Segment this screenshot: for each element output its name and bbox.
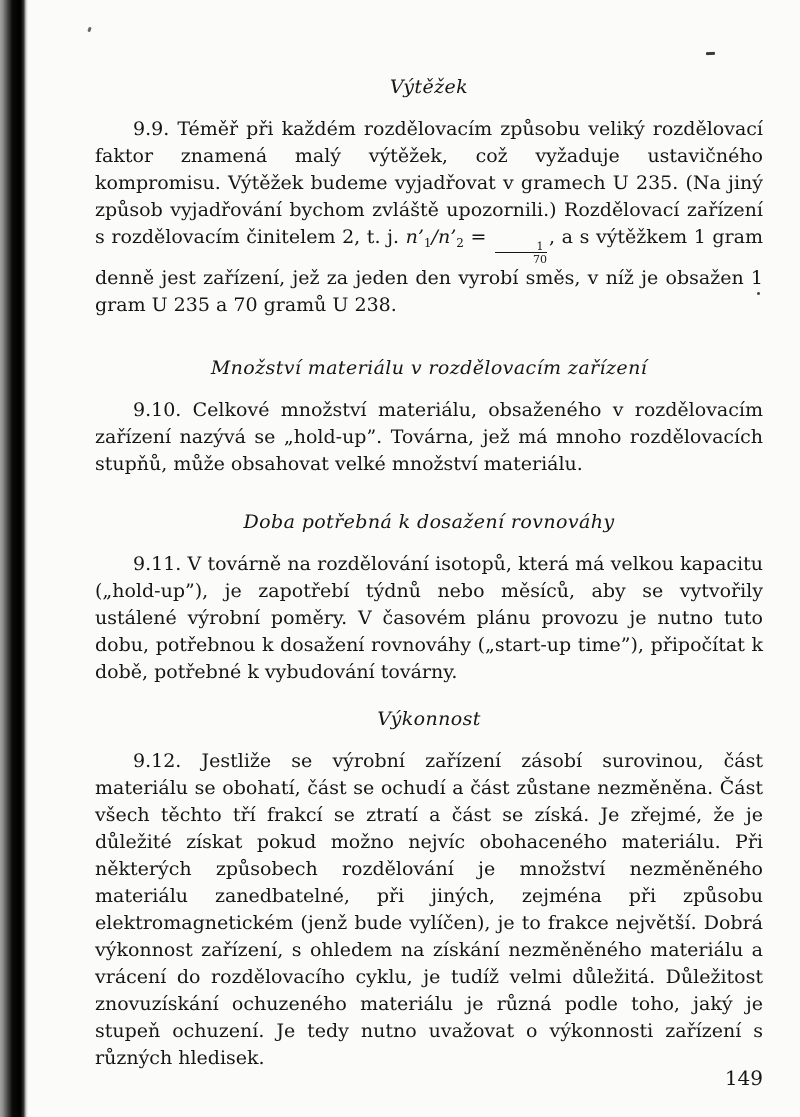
paragraph-9-9-text-after: , a s výtěžkem 1 gram denně jest zařízení, jež za jeden den vyrobí směs, v níž je obsažen 1 gram U 235 a 70 gramů U 238. [95, 226, 763, 316]
fraction-numerator: 1 [536, 240, 544, 253]
formula-n2: n’ [437, 226, 457, 248]
paragraph-9-12: 9.12. Jestliže se výrobní zařízení zásobí surovinou, část materiálu se obohatí, část se ochudí a část zůstane nezměněna. Část všech těchto tří frakcí se ztratí a část se získá. Je zřejmé, že je důležité získat pokud možno nejvíc obohaceného materiálu. Při některých způsobech rozdělování je množství nezměněného materiálu zanedbatelné, při jiných, zejména při způsobu elektromagnetickém (jenž bude vylíčen), je to frakce největší. Dobrá výkonnost zařízení, s ohledem na získání nezměněného materiálu a vrácení do rozdělovacího cyklu, je tudíž velmi důležitá. Důležitost znovuzískání ochuzeného materiálu je různá podle toho, jaký je stupeň ochuzení. Je tedy nutno uvažovat o výkonnosti zařízení s různých hledisek. [95, 750, 763, 1069]
scan-artifact-speck [87, 27, 92, 33]
binding-shadow [0, 0, 28, 1117]
scan-artifact-dash [706, 52, 715, 55]
inline-formula [405, 226, 549, 266]
paragraph-9-9 [95, 116, 763, 319]
paragraph-9-11: 9.11. V továrně na rozdělování isotopů, která má velkou kapacitu („hold-up”), je zapotřebí týdnů nebo měsíců, aby se vytvořily ustálené výrobní poměry. V časovém plánu provozu je nutno tuto dobu, potřebnou k dosažení rovnováhy („start-up time”), připočítat k době, potřebné k vybudování továrny. [95, 553, 763, 683]
formula-fraction [495, 241, 547, 265]
formula-slash: / [431, 226, 438, 248]
formula-sub1: 1 [423, 236, 432, 250]
formula-equals: = [470, 226, 487, 248]
section-heading-doba: Doba potřebná k dosažení rovnováhy [243, 511, 615, 533]
page-content [95, 74, 763, 1072]
section-heading-vytezek: Výtěžek [389, 76, 469, 98]
formula-sub2: 2 [456, 236, 464, 250]
section-heading-vykonnost: Výkonnost [377, 708, 481, 730]
section-heading-mnozstvi: Množství materiálu v rozdělovacím zařízení [210, 357, 648, 379]
paragraph-9-10: 9.10. Celkové množství materiálu, obsaženého v rozdělovacím zařízení nazývá se „hold-up”. Továrna, jež má mnoho rozdělovacích stupňů, může obsahovat velké množství materiálu. [95, 399, 763, 475]
fraction-denominator: 70 [495, 252, 547, 265]
page-number: 149 [724, 1066, 763, 1090]
formula-n1: n’ [405, 226, 424, 248]
paragraph-9-9-text-before: 9.9. Téměř při každém rozdělovacím způsobu veliký rozdělovací faktor znamená malý výtěžek, což vyžaduje ustavičného kompromisu. Výtěžek budeme vyjadřovat v gramech U 235. (Na jiný způsob vyjadřování bychom zvláště upozornili.) Rozdělovací zařízení s rozdělovacím činitelem 2, t. j. [95, 118, 763, 248]
